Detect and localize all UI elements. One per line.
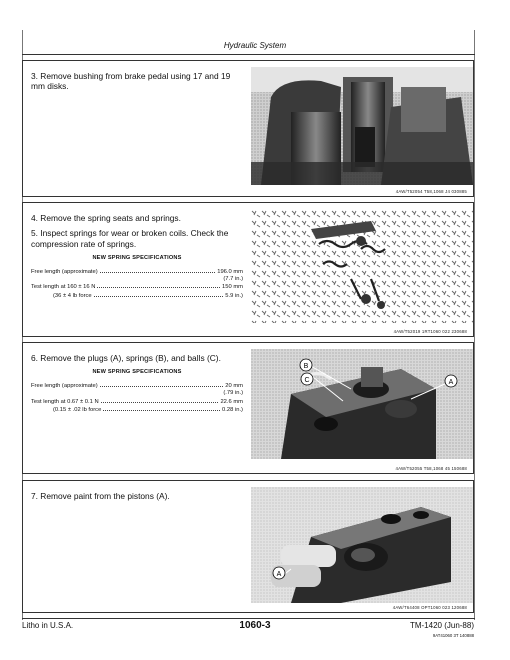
spec-value: 150 mm <box>222 284 243 291</box>
step-4-instruction: 4. Remove the spring seats and springs. <box>31 213 181 223</box>
step-7-photo <box>251 487 473 603</box>
spring-spec-title: NEW SPRING SPECIFICATIONS <box>92 369 182 376</box>
spec-value: 22.6 mm <box>220 398 243 405</box>
page-number: 1060-3 <box>239 620 271 631</box>
spec-label: (0.15 ± .02 lb force <box>53 407 102 414</box>
spec-label: Free length (approximate) <box>31 268 98 275</box>
footer-code: 9AT41060 3T 140888 <box>432 633 474 638</box>
header-rule <box>22 54 475 55</box>
step-7-instruction: 7. Remove paint from the pistons (A). <box>31 491 170 501</box>
spec-row <box>31 406 243 414</box>
step-3-instruction: 3. Remove bushing from brake pedal using 17 and 19 mm disks. <box>31 71 231 92</box>
leader-dots <box>94 292 224 297</box>
spec-row <box>31 398 243 406</box>
page-border-right <box>474 30 475 620</box>
leader-dots <box>97 283 220 288</box>
spec-value: 5.9 in.) <box>225 292 243 299</box>
step-3-photo <box>251 67 473 185</box>
step-6-instruction: 6. Remove the plugs (A), springs (B), and balls (C). <box>31 353 221 363</box>
spec-label: Test length at 160 ± 16 N <box>31 284 96 291</box>
step-3-photo-caption: 4AW/T52054 T58,1068 J4 030885 <box>395 189 467 194</box>
spec-row <box>31 382 243 390</box>
callout-A <box>445 375 457 387</box>
spec-value-imperial: (7.7 in.) <box>223 275 243 282</box>
spec-label: (36 ± 4 lb force <box>53 292 92 299</box>
step-4-5-photo <box>251 209 473 323</box>
step-3-text <box>31 71 243 97</box>
callout-A-label: A <box>448 379 454 386</box>
footer-litho: Litho in U.S.A. <box>22 621 74 630</box>
spec-label: Test length at 0.67 ± 0.1 N <box>31 398 99 405</box>
spec-row <box>31 283 243 291</box>
spec-value: 0.28 in.) <box>222 407 243 414</box>
spec-value: 20 mm <box>225 383 243 390</box>
step-6-text <box>31 353 243 414</box>
callout-C <box>301 373 313 385</box>
spec-label: Free length (approximate) <box>31 383 98 390</box>
spring-spec-title: NEW SPRING SPECIFICATIONS <box>92 254 182 261</box>
step-4-5-text <box>31 213 243 300</box>
leader-dots <box>100 268 216 273</box>
spec-row <box>31 268 243 276</box>
step-7-photo-caption: 4AW/T64408 OPT1060 023 120688 <box>392 605 467 610</box>
leader-dots <box>100 382 224 387</box>
spec-value: 196.0 mm <box>217 268 243 275</box>
callout-C-label: C <box>304 377 310 384</box>
step-6-block <box>22 342 474 474</box>
step-7-block <box>22 480 474 613</box>
step-5-instruction: 5. Inspect springs for wear or broken coils. Check the compression rate of springs. <box>31 228 229 249</box>
spec-row <box>31 292 243 300</box>
footer-rule <box>22 618 475 619</box>
leader-dots <box>101 398 219 403</box>
manual-id: TM-1420 (Jun-88) <box>409 621 474 630</box>
callout-B <box>300 359 312 371</box>
step-4-5-block <box>22 202 474 337</box>
callout-A <box>273 567 285 579</box>
page-header-title: Hydraulic System <box>223 41 287 50</box>
step-6-photo <box>251 349 473 459</box>
step-6-photo-caption: 4AW/T52055 T58,1068 45 150688 <box>395 466 467 471</box>
step-7-text <box>31 491 243 506</box>
step-4-5-photo-caption: 4AW/T52019 1RT1060 022 230688 <box>393 329 467 334</box>
leader-dots <box>103 406 220 411</box>
callout-A-label: A <box>276 571 282 578</box>
callout-B-label: B <box>303 363 309 370</box>
spec-value-imperial: (.79 in.) <box>223 390 243 397</box>
step-3-block <box>22 60 474 197</box>
